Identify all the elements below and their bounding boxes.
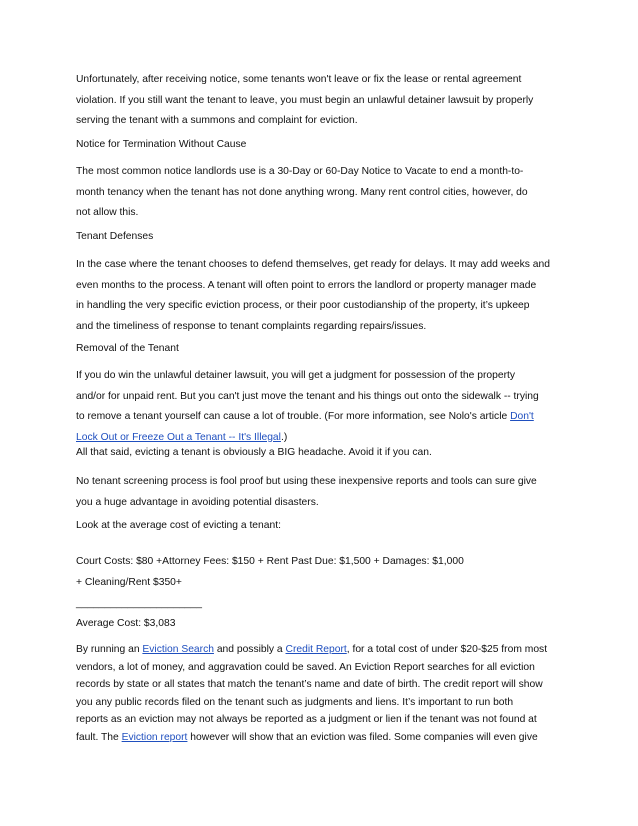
credit-report-link[interactable]: Credit Report — [285, 644, 347, 655]
text-line: reports as an eviction may not always be reported as a judgment or lien if the tenant was not found at — [76, 714, 537, 725]
text-line: not allow this. — [76, 207, 139, 218]
text-line: The most common notice landlords use is a 30-Day or 60-Day Notice to Vacate to end a month-to- — [76, 166, 524, 177]
text-line: you a huge advantage in avoiding potential disasters. — [76, 496, 319, 508]
paragraph-notice — [76, 162, 566, 224]
text-run: and possibly a — [213, 644, 286, 655]
cost-line: + Cleaning/Rent $350+ — [76, 577, 182, 588]
heading-notice-termination — [76, 135, 566, 156]
text-line: Look at the average cost of evicting a tenant: — [76, 520, 281, 531]
section-heading: Tenant Defenses — [76, 231, 154, 242]
nolo-article-link[interactable]: Don't — [510, 411, 534, 422]
text-line: month tenancy when the tenant has not done anything wrong. Many rent control cities, however, do — [76, 186, 528, 198]
text-line: and the timeliness of response to tenant complaints regarding repairs/issues. — [76, 320, 427, 332]
text-line — [76, 407, 566, 428]
heading-tenant-defenses — [76, 227, 566, 248]
text-line: and/or for unpaid rent. But you can't just move the tenant and his things out onto the sidewalk -- trying — [76, 390, 539, 402]
text-line: No tenant screening process is fool proof but using these inexpensive reports and tools can sure give — [76, 476, 537, 487]
text-run: By running an — [76, 644, 143, 655]
eviction-report-link[interactable]: Eviction report — [121, 731, 188, 743]
cost-breakdown — [76, 552, 566, 573]
section-heading: Notice for Termination Without Cause — [76, 139, 247, 150]
paragraph-cost-intro — [76, 516, 566, 537]
text-line: records by state or all states that match the tenant’s name and date of birth. The credit report will show — [76, 679, 543, 690]
text-line: vendors, a lot of money, and aggravation could be saved. An Eviction Report searches for all eviction — [76, 661, 535, 673]
paragraph-removal — [76, 366, 566, 448]
text-run: fault. The — [76, 731, 122, 743]
paragraph-reports — [76, 641, 566, 746]
text-line: All that said, evicting a tenant is obviously a BIG headache. Avoid it if you can. — [76, 447, 432, 458]
text-line: even months to the process. A tenant will often point to errors the landlord or property manager made — [76, 279, 537, 291]
text-line: Unfortunately, after receiving notice, some tenants won't leave or fix the lease or rental agreement — [76, 74, 522, 85]
cost-breakdown-cont — [76, 573, 566, 594]
text-line — [76, 729, 566, 747]
paragraph-defenses — [76, 255, 566, 337]
text-run: however will show that an eviction was filed. Some companies will even give — [187, 731, 538, 743]
average-cost: Average Cost: $3,083 — [76, 618, 176, 629]
text-line: If you do win the unlawful detainer lawsuit, you will get a judgment for possession of the property — [76, 370, 516, 381]
text-line: in handling the very specific eviction process, or their poor custodianship of the property, it’s upkeep — [76, 300, 530, 311]
paragraph-headache — [76, 443, 566, 464]
cost-average — [76, 614, 566, 635]
cost-rule — [76, 594, 566, 615]
text-run: , for a total cost of under $20-$25 from most — [346, 644, 548, 655]
text-line: you any public records filed on the tenant such as judgments and liens. It’s important to run both — [76, 696, 514, 708]
paragraph-intro — [76, 70, 566, 132]
text-line — [76, 641, 566, 659]
nolo-article-link-continued[interactable]: Lock Out or Freeze Out a Tenant -- It's Illegal — [76, 431, 281, 443]
text-line: In the case where the tenant chooses to defend themselves, get ready for delays. It may add weeks and — [76, 259, 550, 270]
text-line: violation. If you still want the tenant to leave, you must begin an unlawful detainer lawsuit by properly — [76, 94, 534, 106]
text-line: serving the tenant with a summons and complaint for eviction. — [76, 115, 358, 126]
eviction-search-link[interactable]: Eviction Search — [142, 644, 214, 655]
text-run: to remove a tenant yourself can cause a lot of trouble. (For more information, see Nolo's article — [76, 411, 511, 422]
text-run: .) — [280, 431, 288, 443]
paragraph-screening — [76, 472, 566, 513]
divider-underscores: ______________________ — [76, 598, 202, 609]
cost-line: Court Costs: $80 +Attorney Fees: $150 + Rent Past Due: $1,500 + Damages: $1,000 — [76, 556, 464, 567]
section-heading: Removal of the Tenant — [76, 343, 179, 354]
heading-removal — [76, 339, 566, 360]
